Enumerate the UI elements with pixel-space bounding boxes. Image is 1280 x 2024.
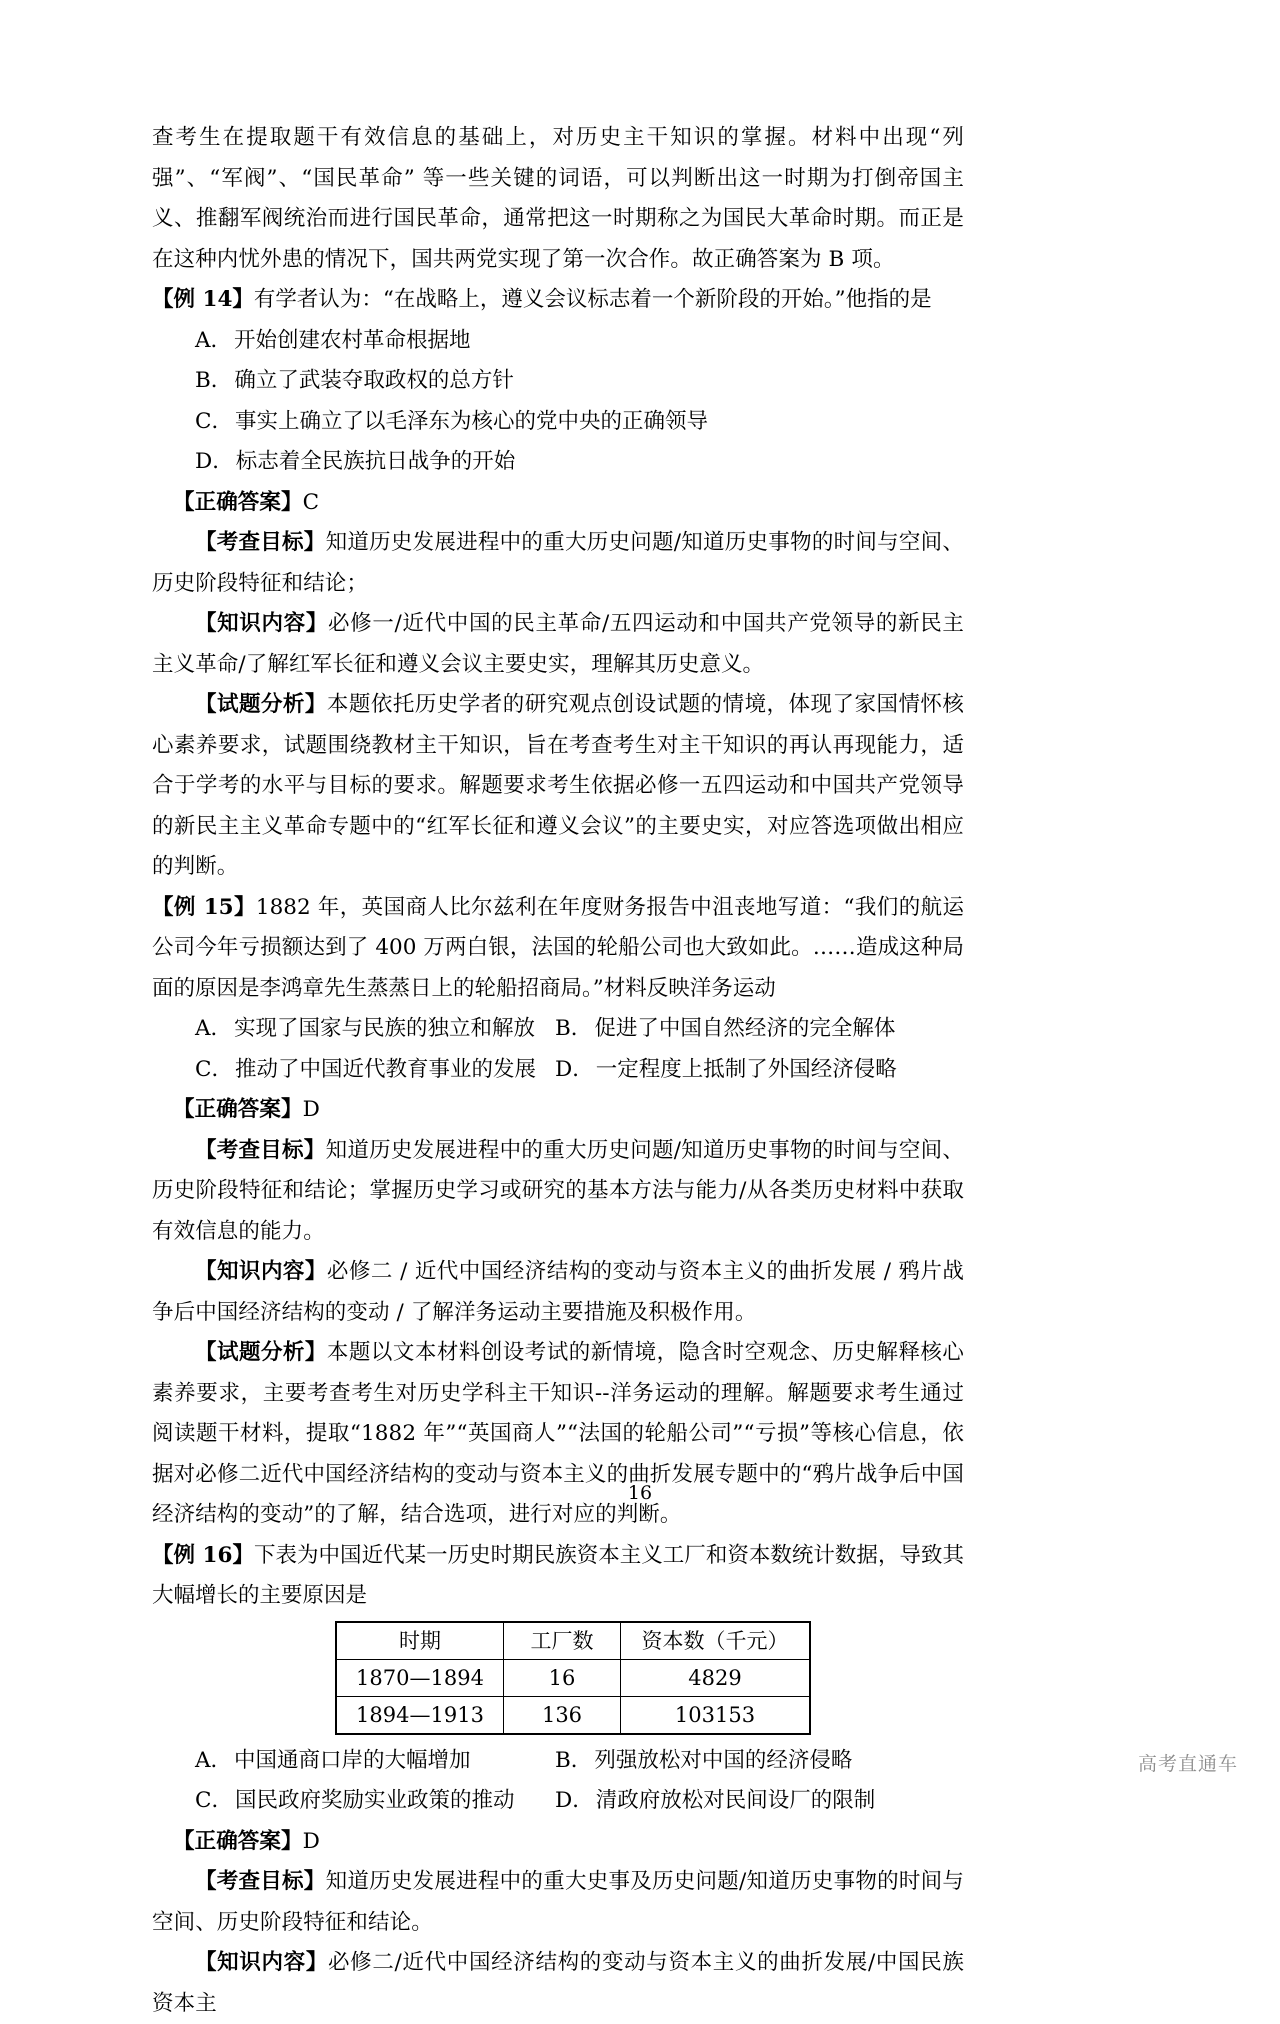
table-header-factory: 工厂数: [504, 1622, 621, 1660]
option-text: 国民政府奖励实业政策的推动: [234, 1788, 515, 1813]
example-16-answer: [152, 1822, 964, 1863]
example-16-objective: [152, 1862, 964, 1943]
option-text: 标志着全民族抗日战争的开始: [235, 449, 516, 474]
example-16-heading: [152, 1536, 964, 1617]
example-14-heading: [152, 280, 964, 321]
example-15-analysis: [152, 1333, 964, 1536]
analysis-text: 本题依托历史学者的研究观点创设试题的情境，体现了家国情怀核心素养要求，试题围绕教材主干知识，旨在考查考生对主干知识的再认再现能力，适合于学考的水平与目标的要求。解题要求考生依据必修一五四运动和中国共产党领导的新民主主义革命专题中的“红军长征和遵义会议”的主要史实，对应答选项做出相应的判断。: [152, 692, 965, 879]
analysis-text: 本题以文本材料创设考试的新情境，隐含时空观念、历史解释核心素养要求，主要考查考生对历史学科主干知识--洋务运动的理解。解题要求考生通过阅读题干材料，提取“1882 年”“英国商人”“法国的轮船公司”“亏损”等核心信息，依据对必修二近代中国经济结构的变动与资本主义的曲折发展专题中的“鸦片战争后中国经济结构的变动”的了解，结合选项，进行对应的判断。: [152, 1340, 965, 1527]
option-letter: D．: [555, 1056, 594, 1082]
objective-text: 知道历史发展进程中的重大历史问题/知道历史事物的时间与空间、历史阶段特征和结论；掌握历史学习或研究的基本方法与能力/从各类历史材料中获取有效信息的能力。: [152, 1137, 964, 1244]
example-15-answer: [152, 1090, 964, 1131]
cell-period: 1894—1913: [336, 1696, 504, 1734]
example-15-tag: 【例 15】: [152, 894, 256, 920]
option-text: 列强放松对中国的经济侵略: [594, 1747, 853, 1773]
analysis-label: 【试题分析】: [195, 692, 327, 717]
example-16-option-d: [555, 1781, 875, 1822]
knowledge-text: 必修二/近代中国经济结构的变动与资本主义的曲折发展/中国民族资本主: [152, 1950, 964, 2016]
example-14-option-d: [152, 442, 964, 483]
example-15-option-d: [555, 1050, 897, 1091]
example-16-option-row-1: [152, 1741, 964, 1782]
example-15-option-b: [555, 1009, 895, 1050]
statistics-table-wrapper: [152, 1621, 964, 1735]
example-15-objective: [152, 1131, 964, 1253]
objective-text: 知道历史发展进程中的重大史事及历史问题/知道历史事物的时间与空间、历史阶段特征和结论。: [152, 1869, 964, 1935]
option-letter: D．: [555, 1788, 594, 1813]
statistics-table: [335, 1621, 811, 1735]
example-16-tag: 【例 16】: [152, 1542, 254, 1568]
example-14-analysis: [152, 685, 964, 888]
option-text: 确立了武装夺取政权的总方针: [234, 368, 514, 393]
option-text: 开始创建农村革命根据地: [234, 327, 471, 353]
option-text: 促进了中国自然经济的完全解体: [594, 1016, 896, 1041]
option-letter: B．: [555, 1747, 593, 1773]
objective-label: 【考查目标】: [195, 530, 326, 555]
example-15-stem: 1882 年，英国商人比尔兹利在年度财务报告中沮丧地写道：“我们的航运公司今年亏损额达到了 400 万两白银，法国的轮船公司也大致如此。……造成这种局面的原因是李鸿章先生蒸蒸日上的轮船招商局。”材料反映洋务运动: [152, 894, 965, 1001]
cell-period: 1870—1894: [336, 1659, 504, 1696]
example-14-option-c: [152, 402, 964, 443]
example-15-option-row-2: [152, 1050, 964, 1091]
example-15-heading: [152, 888, 964, 1010]
cell-factory: 16: [504, 1659, 621, 1696]
example-16-stem: 下表为中国近代某一历史时期民族资本主义工厂和资本数统计数据，导致其大幅增长的主要原因是: [152, 1542, 964, 1608]
example-14-option-a: [152, 321, 964, 362]
example-14-option-b: [152, 361, 964, 402]
answer-value: D: [302, 1097, 320, 1122]
option-text: 推动了中国近代教育事业的发展: [234, 1056, 536, 1082]
option-letter: C．: [195, 408, 233, 434]
example-16-option-a: [195, 1741, 555, 1782]
analysis-label: 【试题分析】: [195, 1340, 327, 1365]
example-14-objective: [152, 523, 964, 604]
example-14-answer: [152, 483, 964, 524]
watermark-logo: 高考直通车: [1137, 1753, 1238, 1775]
knowledge-label: 【知识内容】: [195, 611, 329, 636]
example-16-option-row-2: [152, 1781, 964, 1822]
answer-label: 【正确答案】: [173, 1828, 303, 1854]
answer-value: C: [302, 489, 320, 515]
option-letter: D．: [195, 449, 234, 474]
answer-value: D: [302, 1828, 320, 1854]
table-header-capital: 资本数（千元）: [621, 1622, 811, 1660]
option-letter: B．: [195, 368, 233, 393]
option-text: 清政府放松对民间设厂的限制: [595, 1788, 876, 1813]
objective-label: 【考查目标】: [195, 1869, 326, 1894]
example-16-option-c: [195, 1781, 555, 1822]
example-15-knowledge: [152, 1252, 964, 1333]
answer-label: 【正确答案】: [173, 1097, 303, 1122]
example-15-option-a: [195, 1009, 555, 1050]
table-row: [336, 1659, 810, 1696]
option-text: 中国通商口岸的大幅增加: [234, 1747, 471, 1773]
option-text: 实现了国家与民族的独立和解放: [234, 1016, 536, 1041]
option-text: 事实上确立了以毛泽东为核心的党中央的正确领导: [234, 408, 708, 434]
cell-capital: 103153: [621, 1696, 811, 1734]
intro-paragraph: 查考生在提取题干有效信息的基础上，对历史主干知识的掌握。材料中出现“列强”、“军阀”、“国民革命” 等一些关键的词语，可以判断出这一时期为打倒帝国主义、推翻军阀统治而进行国民革命，通常把这一时期称之为国民大革命时期。而正是在这种内忧外患的情况下，国共两党实现了第一次合作。故正确答案为 B 项。: [152, 125, 964, 272]
cell-factory: 136: [504, 1696, 621, 1734]
knowledge-label: 【知识内容】: [195, 1259, 327, 1284]
objective-text: 知道历史发展进程中的重大历史问题/知道历史事物的时间与空间、历史阶段特征和结论；: [152, 530, 964, 596]
example-16-knowledge: [152, 1943, 964, 2024]
page-number: 16: [627, 1482, 653, 1504]
table-row: [336, 1696, 810, 1734]
example-15-option-row-1: [152, 1009, 964, 1050]
cell-capital: 4829: [621, 1659, 811, 1696]
table-header-row: [336, 1622, 810, 1660]
option-letter: C．: [195, 1788, 233, 1813]
option-letter: C．: [195, 1056, 233, 1082]
option-text: 一定程度上抵制了外国经济侵略: [595, 1056, 897, 1082]
option-letter: A．: [195, 1747, 233, 1773]
example-14-stem: 有学者认为：“在战略上，遵义会议标志着一个新阶段的开始。”他指的是: [253, 287, 932, 312]
table-header-period: 时期: [336, 1622, 504, 1660]
objective-label: 【考查目标】: [195, 1137, 326, 1163]
knowledge-text: 必修一/近代中国的民主革命/五四运动和中国共产党领导的新民主主义革命/了解红军长征和遵义会议主要史实，理解其历史意义。: [152, 611, 964, 677]
knowledge-text: 必修二 / 近代中国经济结构的变动与资本主义的曲折发展 / 鸦片战争后中国经济结构的变动 / 了解洋务运动主要措施及积极作用。: [152, 1259, 964, 1325]
knowledge-label: 【知识内容】: [195, 1950, 329, 1975]
option-letter: A．: [195, 327, 233, 353]
example-16-option-b: [555, 1741, 852, 1782]
answer-label: 【正确答案】: [173, 489, 303, 515]
page-content: [152, 118, 964, 2024]
option-letter: B．: [555, 1016, 593, 1041]
example-14-tag: 【例 14】: [152, 287, 254, 312]
example-14-knowledge: [152, 604, 964, 685]
option-letter: A．: [195, 1016, 233, 1041]
example-15-option-c: [195, 1050, 555, 1091]
